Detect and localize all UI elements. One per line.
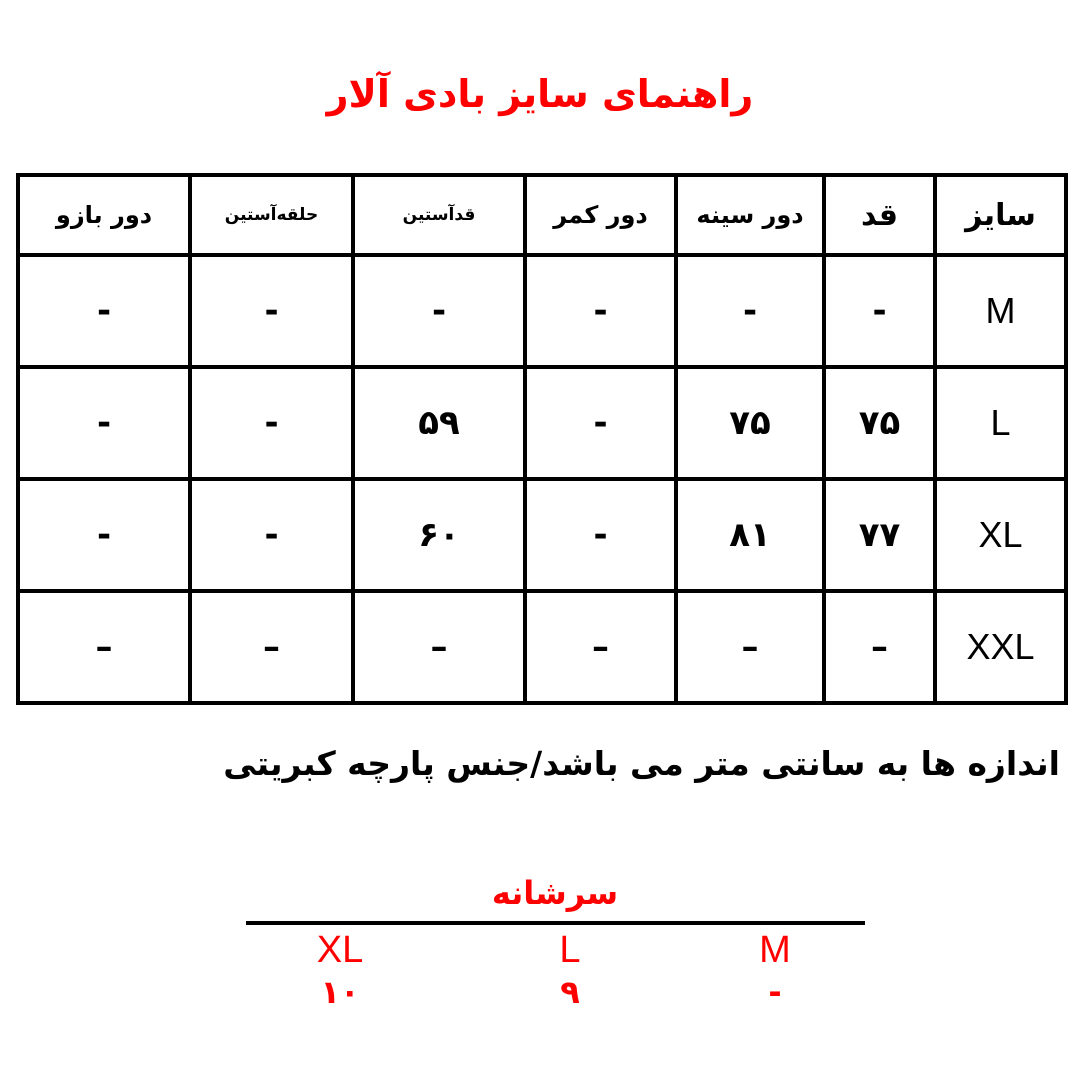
header-waist: دور کمر — [525, 175, 676, 255]
shoulder-divider — [246, 921, 865, 925]
cell-chest: – — [676, 591, 824, 703]
cell-waist: - — [525, 367, 676, 479]
cell-waist: - — [525, 479, 676, 591]
cell-arm: - — [18, 479, 190, 591]
shoulder-value: ۱۰ — [320, 973, 360, 1011]
cell-size: M — [935, 255, 1066, 367]
cell-waist: - — [525, 255, 676, 367]
header-sleeve-length: قدآستین — [353, 175, 525, 255]
table-row — [18, 255, 1066, 367]
shoulder-value: ۹ — [560, 973, 580, 1011]
cell-armhole: - — [190, 479, 353, 591]
header-arm: دور بازو — [18, 175, 190, 255]
header-length: قد — [824, 175, 935, 255]
cell-chest: - — [676, 255, 824, 367]
shoulder-size-label: L — [559, 929, 581, 971]
shoulder-size-label: XL — [316, 929, 364, 971]
cell-arm: - — [18, 367, 190, 479]
shoulder-column-m — [705, 928, 845, 1012]
table-row — [18, 367, 1066, 479]
cell-arm: – — [18, 591, 190, 703]
table-header-row — [18, 175, 1066, 255]
cell-chest: ۷۵ — [676, 367, 824, 479]
header-size: سایز — [935, 175, 1066, 255]
cell-waist: – — [525, 591, 676, 703]
cell-length: - — [824, 255, 935, 367]
cell-sleeve-length: ۶۰ — [353, 479, 525, 591]
table-row — [18, 591, 1066, 703]
shoulder-value: - — [768, 973, 782, 1011]
cell-size: XL — [935, 479, 1066, 591]
size-table — [16, 173, 1068, 705]
header-armhole: حلقه‌آستین — [190, 175, 353, 255]
shoulder-column-xl — [270, 928, 410, 1012]
cell-sleeve-length: - — [353, 255, 525, 367]
shoulder-column-l — [500, 928, 640, 1012]
shoulder-title: سرشانه — [491, 874, 619, 912]
cell-sleeve-length: ۵۹ — [353, 367, 525, 479]
header-chest: دور سینه — [676, 175, 824, 255]
cell-size: L — [935, 367, 1066, 479]
cell-chest: ۸۱ — [676, 479, 824, 591]
cell-length: – — [824, 591, 935, 703]
cell-length: ۷۵ — [824, 367, 935, 479]
cell-armhole: - — [190, 255, 353, 367]
cell-armhole: - — [190, 367, 353, 479]
measurement-note: اندازه ها به سانتی متر می باشد/جنس پارچه کبریتی — [223, 744, 1060, 783]
page-title: راهنمای سایز بادی آلار — [326, 72, 754, 116]
cell-armhole: – — [190, 591, 353, 703]
cell-sleeve-length: – — [353, 591, 525, 703]
shoulder-size-label: M — [759, 929, 791, 971]
cell-arm: - — [18, 255, 190, 367]
table-row — [18, 479, 1066, 591]
cell-length: ۷۷ — [824, 479, 935, 591]
cell-size: XXL — [935, 591, 1066, 703]
